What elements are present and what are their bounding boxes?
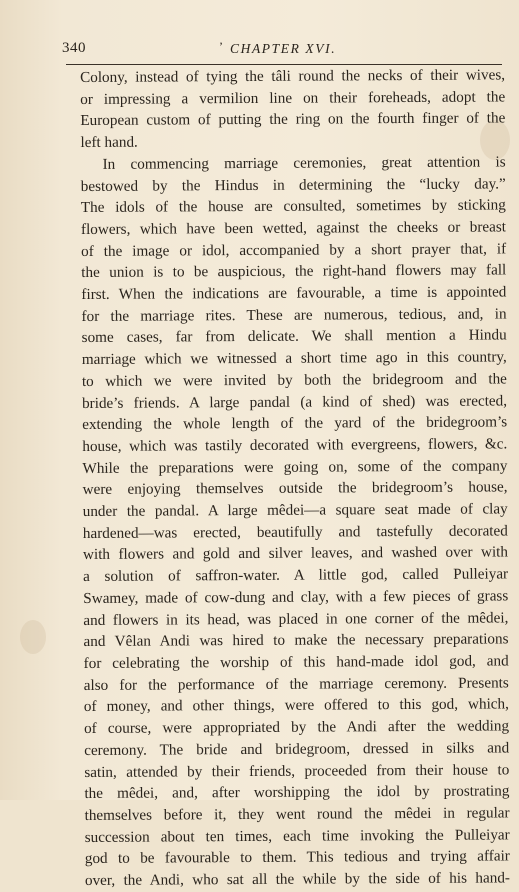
text-line: The idols of the house are consulted, sometimes by sticking xyxy=(80,196,506,217)
header-mark: ’ xyxy=(219,39,223,53)
text-line: house, which was tastily decorated with evergreens, flowers, &c. xyxy=(82,435,508,455)
text-line: and Vêlan Andi was hired to make the necessary preparations xyxy=(83,630,509,651)
text-line: Colony, instead of tying the tâli round the necks of their wives, xyxy=(80,66,506,86)
text-line: bride’s friends. A large pandal (a kind of shed) was erected, xyxy=(82,391,508,412)
text-line: with flowers and gold and silver leaves, and washed over with xyxy=(82,543,509,564)
text-line: over, the Andi, who sat all the while by the side of his hand- xyxy=(84,869,511,890)
text-line: or impressing a vermilion line on their foreheads, adopt the xyxy=(80,88,506,108)
text-line: the mêdei, and, after worshipping the idol by prostrating xyxy=(84,782,510,803)
text-line: While the preparations were going on, some of the company xyxy=(82,457,508,477)
text-line: ceremony. The bride and bridegroom, dressed in silks and xyxy=(84,739,510,759)
text-line: themselves before it, they went round the mêdei in regular xyxy=(84,804,510,824)
text-line: some cases, far from delicate. We shall mention a Hindu xyxy=(81,326,507,347)
text-line: were enjoying themselves outside the bridegroom’s house, xyxy=(82,478,508,499)
text-line: flowers, which have been wetted, against the cheeks or breast xyxy=(80,218,507,238)
page-number: 340 xyxy=(62,40,86,56)
running-head xyxy=(62,40,502,60)
text-line: Swamey, made of cow-dung and clay, with a few pieces of grass xyxy=(83,587,509,607)
body-text xyxy=(80,64,510,891)
text-line: under the pandal. A large mêdei—a square seat made of clay xyxy=(82,500,508,521)
text-line: of the image or idol, accompanied by a short prayer that, if xyxy=(81,240,507,260)
text-line: of course, were appropriated by the Andi after the wedding xyxy=(83,717,510,738)
text-line: left hand. xyxy=(80,133,138,152)
text-line: to which we were invited by both the bridegroom and the xyxy=(81,370,507,390)
text-line: first. When the indications are favourable, a time is appointed xyxy=(81,283,507,304)
chapter-heading: CHAPTER XVI. xyxy=(230,41,337,56)
text-line: marriage which we witnessed a short time ago in this country, xyxy=(81,348,507,369)
text-line: satin, attended by their friends, proceeded from their house to xyxy=(84,760,510,781)
text-line: the union is to be auspicious, the right-hand flowers may fall xyxy=(81,261,507,282)
text-line: In commencing marriage ceremonies, great attention is xyxy=(102,153,506,173)
text-line: and flowers in its head, was placed in one corner of the mêdei, xyxy=(83,608,509,629)
text-line: for celebrating the worship of this hand-made idol god, and xyxy=(83,652,509,672)
text-line: extending the whole length of the yard of the bridegroom’s xyxy=(82,413,508,434)
text-line: of money, and other things, were offered to this god, which, xyxy=(83,695,509,716)
text-line: for the marriage rites. These are numerous, tedious, and, in xyxy=(81,305,507,325)
text-line: god to be favourable to them. This tedious and trying affair xyxy=(84,847,510,868)
text-line: succession about ten times, each time invoking the Pulleiyar xyxy=(84,825,510,846)
paper-stain xyxy=(20,620,46,654)
text-line: bestowed by the Hindus in determining the “lucky day.” xyxy=(80,174,506,195)
text-line: hardened—was erected, beautifully and tastefully decorated xyxy=(82,522,508,542)
text-line: European custom of putting the ring on the fourth finger of the xyxy=(80,109,506,130)
text-line: also for the performance of the marriage ceremony. Presents xyxy=(83,674,509,694)
text-line: a solution of saffron-water. A little god, called Pulleiyar xyxy=(83,565,509,586)
